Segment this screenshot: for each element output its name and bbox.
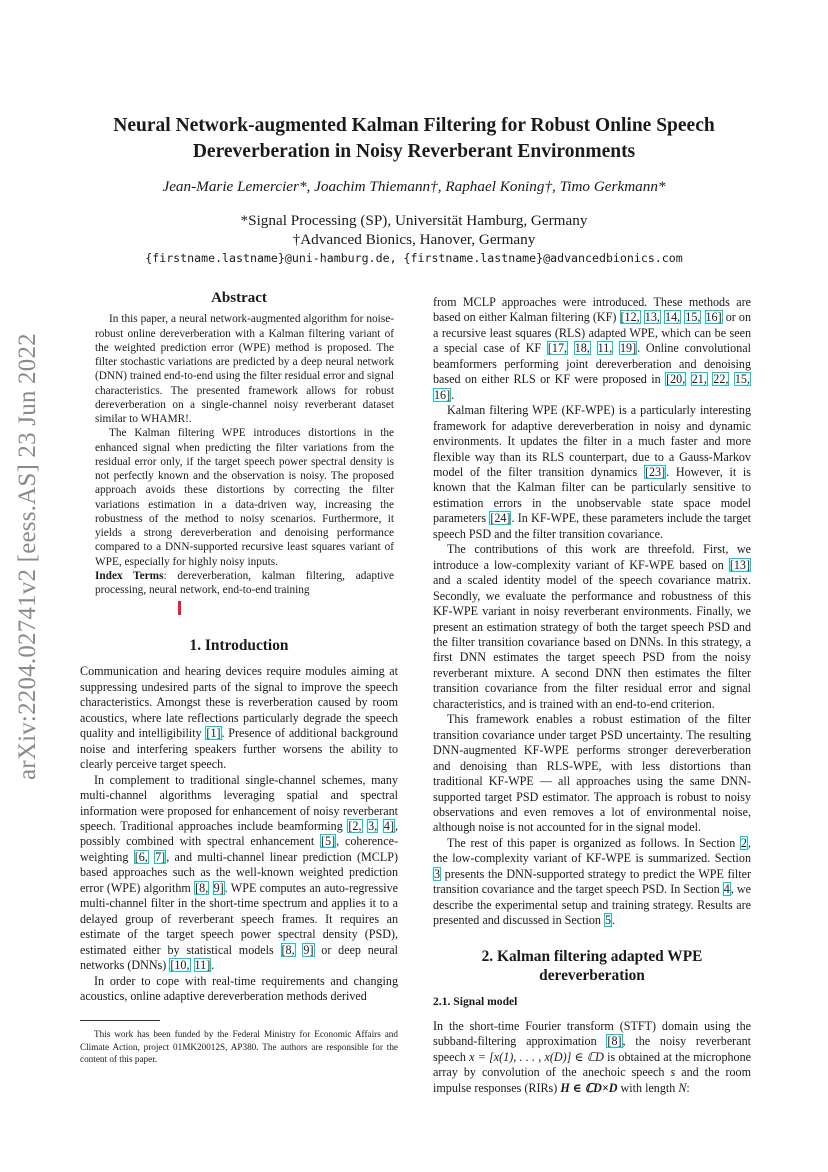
citation-link[interactable]: 21,	[691, 372, 707, 387]
citation-link[interactable]: 11,	[597, 341, 613, 356]
citation-link[interactable]: [24]	[490, 511, 511, 526]
citation-link[interactable]: 3,	[368, 818, 378, 833]
body-paragraph: In the short-time Fourier transform (STFT) domain using the subband-filtering approximation [8], the noisy reverberant speech x = [x(1), . . . , x(D)] ∈ ℂD is obtained at the microphone array by convolution of the anechoic speech s and the room impulse responses (RIRs) H ∈ ℂD×D with length N:	[433, 1019, 751, 1095]
footnote-rule	[80, 1020, 160, 1021]
citation-link[interactable]: [23]	[644, 464, 666, 479]
citation-link[interactable]: 16]	[434, 387, 451, 402]
citation-link[interactable]: [20,	[666, 372, 686, 387]
arxiv-stamp: arXiv:2204.02741v2 [eess.AS] 23 Jun 2022	[14, 333, 41, 780]
citation-link[interactable]: [10,	[170, 958, 190, 973]
body-paragraph: The contributions of this work are threefold. First, we introduce a low-complexity variant of KF-WPE based on [13] and a scaled identity model of the speech covariance matrix. Secondly, we evaluate the performance and robustness of this KF-WPE variant in noisy reverberant environments. Finally, we present an estimation strategy of both the target speech PSD and the filter transition covariance based on DNNs. In this strategy, a first DNN estimates the target speech PSD from the noisy reverberant mixture. A second DNN then estimates the filter transition covariance from the filter residual error and signal characteristics, and is trained with an end-to-end criterion.	[433, 542, 751, 711]
section-link[interactable]: 5	[604, 913, 612, 928]
citation-link[interactable]: [8,	[281, 942, 295, 957]
paper-title: Neural Network-augmented Kalman Filtering for Robust Online Speech Dereverberation in Noisy Reverberant Environments	[113, 115, 715, 162]
abstract-paragraph: In this paper, a neural network-augmented algorithm for noise-robust online dereverberation with a Kalman filtering variant of the weighted prediction error (WPE) method is proposed. The filter stochastic variations are predicted by a deep neural network (DNN) trained end-to-end using the filter residual error and signal characteristics. The presented framework allows for robust dereverberation on a single-channel noisy reverberant dataset similar to WHAMR!.	[95, 313, 394, 426]
email-addresses: {firstname.lastname}@uni-hamburg.de, {firstname.lastname}@advancedbionics.com	[145, 251, 683, 265]
citation-link[interactable]: 15,	[734, 372, 750, 387]
citation-link[interactable]: [13]	[729, 557, 750, 572]
citation-link[interactable]: 4]	[383, 818, 394, 833]
section-link[interactable]: 4	[723, 882, 730, 897]
citation-link[interactable]: [8,	[195, 880, 209, 895]
footnote: This work has been funded by the Federal Ministry for Economic Affairs and Climate Action, project 01MK20012S, AP380. The authors are responsible for the content of this paper.	[80, 1029, 398, 1065]
citation-link[interactable]: 9]	[303, 942, 314, 957]
citation-link[interactable]: 11]	[194, 958, 211, 973]
body-paragraph: Kalman filtering WPE (KF-WPE) is a particularly interesting framework for adaptive dereverberation in noisy and dynamic environments. It updates the filter in a much faster and more flexible way than its RLS counterpart, due to a Gauss-Markov model of the filter transition dynamics [23]. However, it is known that the Kalman filter can be particularly sensitive to estimation errors in the unobservable state space model parameters [24]. In KF-WPE, these parameters include the target speech PSD and the filter transition covariance.	[433, 403, 751, 541]
citation-link[interactable]: 22,	[713, 372, 729, 387]
body-paragraph: In order to cope with real-time requirements and changing acoustics, online adaptive dereverberation methods derived	[80, 973, 398, 1003]
citation-link[interactable]: 16]	[705, 310, 722, 325]
citation-link[interactable]: [6,	[134, 849, 148, 864]
author-list: Jean-Marie Lemercier*, Joachim Thiemann†, Raphael Koning†, Timo Gerkmann*	[162, 178, 666, 195]
index-terms: Index Terms: dereverberation, kalman filtering, adaptive processing, neural network, end-to-end training	[95, 569, 395, 597]
math-symbol: N	[678, 1080, 687, 1095]
affiliation-1: *Signal Processing (SP), Universität Hamburg, Germany	[240, 212, 588, 229]
section-link[interactable]: 2	[740, 835, 747, 850]
citation-link[interactable]: [2,	[348, 818, 362, 833]
abstract-heading: Abstract	[211, 290, 267, 306]
right-column	[433, 295, 751, 1096]
section-heading: 1. Introduction	[189, 637, 289, 655]
subsection-heading: 2.1. Signal model	[433, 994, 518, 1008]
citation-link[interactable]: [12,	[620, 310, 640, 325]
body-paragraph: In complement to traditional single-channel schemes, many multi-channel algorithms leveraging spatial and spectral information were proposed for enhancement of noisy reverberant speech. Traditional approaches include beamforming [2, 3, 4], possibly combined with spectral enhancement [5], coherence-weighting [6, 7], and multi-channel linear prediction (MCLP) based approaches such as the well-known weighted prediction error (WPE) algorithm [8, 9]. WPE computes an auto-regressive multi-channel filter in the short-time spectrum and applies it to a delayed group of reverberant speech frames. It requires an estimate of the target speech power spectral density (PSD), estimated either by statistical models [8, 9] or deep neural networks (DNNs) [10, 11].	[80, 772, 398, 973]
citation-link[interactable]: 13,	[644, 310, 660, 325]
body-paragraph: Communication and hearing devices require modules aiming at suppressing undesired parts of the signal to improve the speech characteristics. Amongst these is reverberation caused by room acoustics, where late reflections particularly degrade the speech quality and intelligibility [1]. Presence of additional background noise and interfering speakers further worsens the ability to clearly perceive target speech.	[80, 664, 399, 772]
citation-link[interactable]: 7]	[155, 849, 166, 864]
citation-link[interactable]: [5]	[321, 834, 336, 849]
body-paragraph: The rest of this paper is organized as follows. In Section 2, the low-complexity variant of KF-WPE is summarized. Section 3 presents the DNN-supported strategy to predict the WPE filter transition covariance and the target speech PSD. In Section 4, we describe the experimental setup and training strategy. Results are presented and discussed in Section 5.	[433, 835, 751, 928]
citation-link[interactable]: 19]	[619, 341, 637, 356]
citation-link[interactable]: 15,	[685, 310, 701, 325]
affiliations	[60, 211, 768, 249]
body-paragraph: from MCLP approaches were introduced. These methods are based on either Kalman filtering (KF) [12, 13, 14, 15, 16] or on a recursive least squares (RLS) adapted WPE, which can be seen a special case of KF [17, 18, 11, 19]. Online convolutional beamformers performing joint dereverberation and denoising based on either RLS or KF were proposed in [20, 21, 22, 15, 16].	[433, 295, 751, 402]
math-symbol: s	[670, 1065, 676, 1080]
citation-link[interactable]: [1]	[206, 726, 221, 741]
affiliation-2: †Advanced Bionics, Hanover, Germany	[292, 231, 536, 248]
citation-link[interactable]: [8]	[607, 1034, 622, 1049]
abstract-paragraph: The Kalman filtering WPE introduces distortions in the enhanced signal when predicting the filter variations from the residual error only, if the target speech power spectral density is not perfectly known and the observation is noisy. The proposed approach avoids these distortions by correcting the filter variations estimation in a data-driven way, increasing the robustness of the method to noisy scenarios. Furthermore, it yields a strong dereverberation and denoising performance compared to a DNN-supported recursive least squares variant of WPE, especially for highly noisy inputs.	[95, 427, 394, 568]
math-expression: x = [x(1), . . . , x(D)] ∈ ℂD	[469, 1049, 604, 1064]
section-heading: 2. Kalman filtering adapted WPE dereverberation	[481, 947, 703, 984]
citation-link[interactable]: 9]	[213, 880, 224, 895]
section-link[interactable]: 3	[434, 866, 441, 881]
citation-link[interactable]: [17,	[547, 341, 568, 356]
math-expression: H ∈ ℂD×D	[560, 1080, 618, 1095]
body-paragraph: This framework enables a robust estimation of the filter transition covariance under target PSD uncertainty. The resulting DNN-augmented KF-WPE performs stronger dereverberation and denoising than RLS-WPE, with less distortions than traditional KF-WPE — all approaches using the same DNN-supported target PSD estimator. The approach is robust to noisy observations and even removes a lot of environmental noise, although noise is not accounted for in the signal model.	[433, 712, 751, 835]
left-column	[80, 291, 398, 1065]
citation-link[interactable]: 14,	[665, 310, 681, 325]
citation-link[interactable]: 18,	[574, 341, 590, 356]
text-cursor	[178, 601, 181, 615]
abstract-body	[80, 312, 398, 615]
